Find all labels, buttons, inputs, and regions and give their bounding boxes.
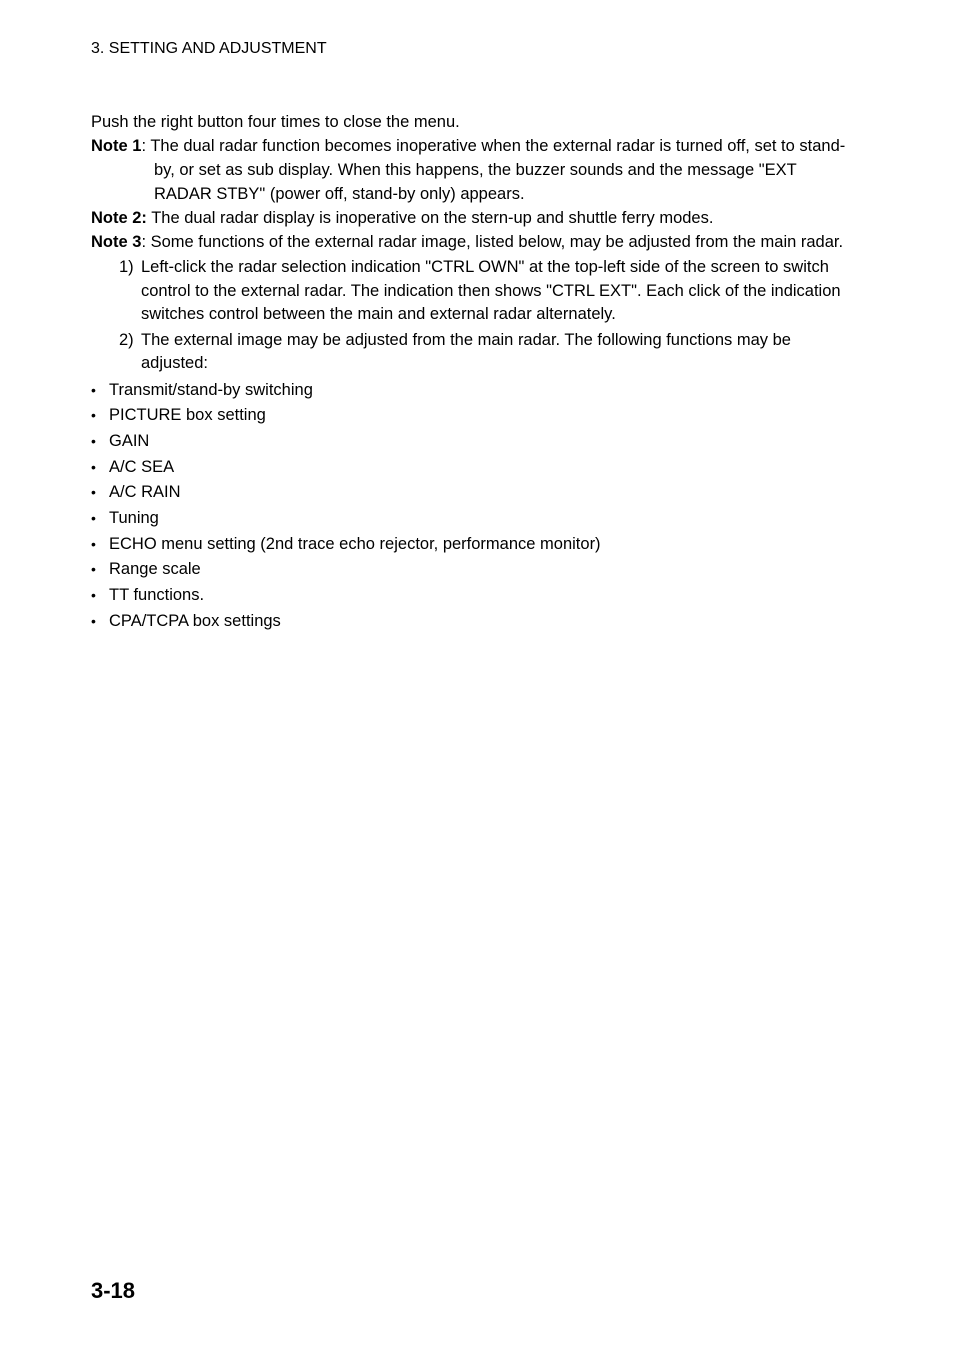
bullet-icon: • bbox=[91, 587, 96, 603]
list-item bbox=[91, 378, 851, 404]
list-item-text: GAIN bbox=[109, 431, 150, 450]
bullet-icon: • bbox=[91, 509, 96, 526]
list-item bbox=[91, 557, 851, 583]
list-item bbox=[91, 429, 851, 455]
list-item-text: Tuning bbox=[109, 508, 159, 527]
list-item bbox=[91, 583, 851, 609]
step-text: Left-click the radar selection indication "CTRL OWN" at the top-left side of the screen to switch control to the external radar. The indication then shows "CTRL EXT". Each click of the indication switches control between the main and external radar alternately. bbox=[141, 258, 841, 323]
note-3-separator: : bbox=[141, 233, 151, 251]
list-item-text: Transmit/stand-by switching bbox=[109, 380, 313, 399]
step-item bbox=[119, 256, 851, 327]
note-1 bbox=[91, 134, 851, 206]
note-1-text: The dual radar function becomes inoperative when the external radar is turned off, set to stand-by, or set as sub display. When this happens, the buzzer sounds and the message "EXT RADAR STBY" (power off, stand-by only) appears. bbox=[150, 137, 846, 203]
list-item-text: TT functions. bbox=[109, 586, 205, 604]
list-item bbox=[91, 480, 851, 506]
note-1-label: Note 1 bbox=[91, 137, 142, 155]
step-number: 1) bbox=[119, 258, 134, 276]
list-item bbox=[91, 609, 851, 635]
note-3-label: Note 3 bbox=[91, 233, 142, 251]
list-item-text: CPA/TCPA box settings bbox=[109, 611, 281, 630]
note-2-text: The dual radar display is inoperative on the stern-up and shuttle ferry modes. bbox=[151, 209, 714, 227]
bullet-icon: • bbox=[91, 381, 96, 398]
intro-paragraph: Push the right button four times to close the menu. bbox=[91, 113, 460, 131]
bullet-icon: • bbox=[91, 432, 96, 449]
page-number: 3-18 bbox=[91, 1278, 136, 1303]
note-1-separator: : bbox=[141, 137, 151, 155]
list-item bbox=[91, 455, 851, 481]
adjustable-functions-list bbox=[91, 378, 851, 635]
bullet-icon: • bbox=[91, 612, 96, 629]
bullet-icon: • bbox=[91, 407, 96, 424]
list-item bbox=[91, 403, 851, 429]
numbered-steps bbox=[91, 256, 851, 376]
running-header: 3. SETTING AND ADJUSTMENT bbox=[91, 40, 327, 57]
step-number: 2) bbox=[119, 330, 134, 349]
bullet-icon: • bbox=[91, 484, 96, 501]
step-text: The external image may be adjusted from the main radar. The following functions may be adjusted: bbox=[141, 330, 791, 372]
list-item bbox=[91, 506, 851, 532]
note-2-label: Note 2: bbox=[91, 209, 147, 227]
step-item bbox=[119, 329, 851, 376]
list-item-text: PICTURE box setting bbox=[109, 406, 266, 425]
list-item-text: ECHO menu setting (2nd trace echo rejector, performance monitor) bbox=[109, 534, 601, 553]
bullet-icon: • bbox=[91, 458, 96, 475]
note-3-text: Some functions of the external radar image, listed below, may be adjusted from the main radar. bbox=[150, 233, 844, 251]
bullet-icon: • bbox=[91, 535, 96, 552]
list-item bbox=[91, 532, 851, 558]
bullet-icon: • bbox=[91, 561, 96, 578]
body-text bbox=[91, 110, 851, 634]
note-2 bbox=[91, 206, 851, 230]
note-3 bbox=[91, 230, 851, 254]
list-item-text: A/C RAIN bbox=[109, 483, 181, 502]
list-item-text: Range scale bbox=[109, 560, 201, 579]
list-item-text: A/C SEA bbox=[109, 457, 175, 476]
